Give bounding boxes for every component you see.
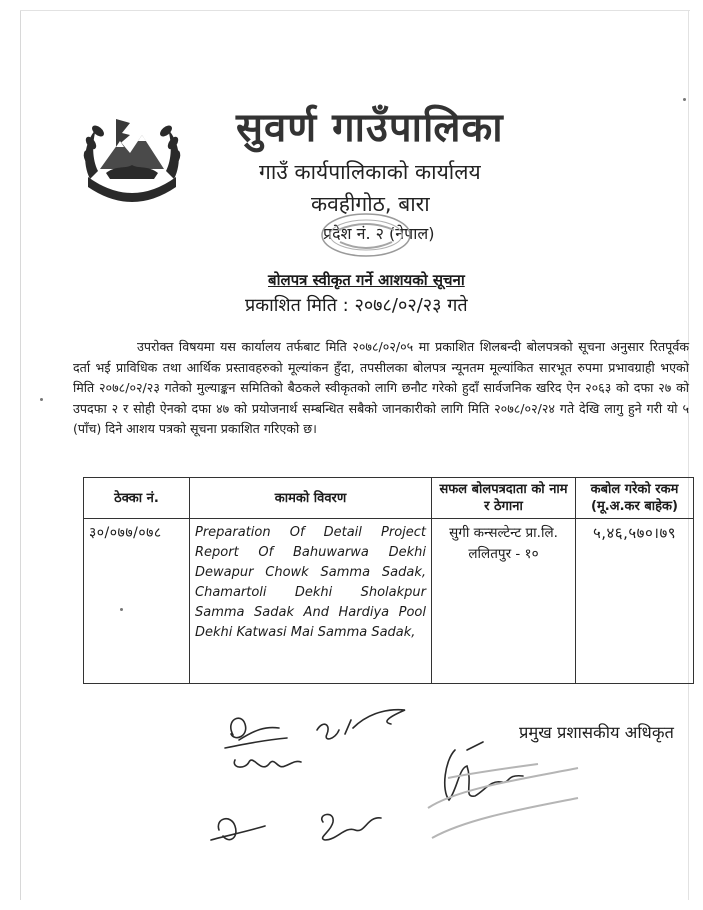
cell-amount xyxy=(576,519,694,684)
header-bid-amount: कबोल गरेको रकम (मू.अ.कर बाहेक) xyxy=(576,478,694,519)
municipality-emblem-logo xyxy=(76,107,188,207)
table-header-row xyxy=(84,478,694,519)
page-edge-top xyxy=(20,10,690,11)
cell-contract-no xyxy=(84,519,190,684)
bidder-name: सुगी कन्सल्टेन्ट प्रा.लि. xyxy=(449,525,558,541)
scan-speck xyxy=(683,98,686,101)
signatory-stamp xyxy=(418,748,588,858)
contract-no-value: ३०/०७७/०७८ xyxy=(89,525,162,541)
work-description-value: Preparation Of Detail Project Report Of Bahuwarwa Dekhi Dewapur Chowk Samma Sadak, Chamartoli Dekhi Sholakpur Samma Sadak And Hardiya Pool Dekhi Katwasi Mai Samma Sadak, xyxy=(195,525,426,640)
page-edge-left xyxy=(20,10,21,900)
svg-text:सुवर्ण गाउँपालिका गाउँपालिका: सुवर्ण गाउँपालिका गाउँपालिका xyxy=(96,175,166,195)
header-contract-no: ठेक्का नं. xyxy=(84,478,190,519)
notice-title: बोलपत्र स्वीकृत गर्ने आशयको सूचना xyxy=(268,271,465,289)
published-date: प्रकाशित मिति : २०७८/०२/२३ गते xyxy=(245,295,468,316)
office-location: कवहीगोठ, बारा xyxy=(311,192,430,216)
awarded-contracts-table xyxy=(83,477,694,684)
header-work-description: कामको विवरण xyxy=(190,478,432,519)
signatory-title: प्रमुख प्रशासकीय अधिकृत xyxy=(519,723,674,742)
scan-speck xyxy=(40,398,43,401)
bidder-address: ललितपुर - १० xyxy=(468,546,539,562)
province-label: प्रदेश नं. २ (नेपाल) xyxy=(323,224,435,243)
office-stamp xyxy=(318,210,414,260)
scan-speck xyxy=(120,608,123,611)
cell-work-description xyxy=(190,519,432,684)
notice-body-paragraph: उपरोक्त विषयमा यस कार्यालय तर्फबाट मिति २०७८/०२/०५ मा प्रकाशित शिलबन्दी बोलपत्रको सूचना अनुसार रितपूर्वक दर्ता भई प्राविधिक तथा आर्थिक प्रस्तावहरुको मूल्यांकन हुँदा, तपसीलका बोलपत्र न्यूनतम मूल्यांकित सारभूत रुपमा प्रभावग्राही भएको मिति २०७८/०२/२३ गतेको मुल्याङ्कन समितिको बैठकले स्वीकृतको लागि छनौट गरेको हुदाँ सार्वजनिक खरिद ऐन २०६३ को दफा २७ को उपदफा २ र सोही ऐनको दफा ४७ को प्रयोजनार्थ सम्बन्धित सबैको जानकारीको लागि मिति २०७८/०२/२४ गते देखि लागु हुने गरी यो ५ (पाँच) दिने आशय पत्रको सूचना प्रकाशित गरिएको छ। xyxy=(73,339,689,437)
table-row xyxy=(84,519,694,684)
header-bidder-name-address: सफल बोलपत्रदाता को नाम र ठेगाना xyxy=(432,478,576,519)
municipality-name: सुवर्ण गाउँपालिका xyxy=(236,105,504,151)
bid-amount-value: ५,४६,५७०।७९ xyxy=(592,524,677,542)
cell-bidder xyxy=(432,519,576,684)
office-name: गाउँ कार्यपालिकाको कार्यालय xyxy=(259,160,481,184)
page-edge-right xyxy=(688,10,689,900)
